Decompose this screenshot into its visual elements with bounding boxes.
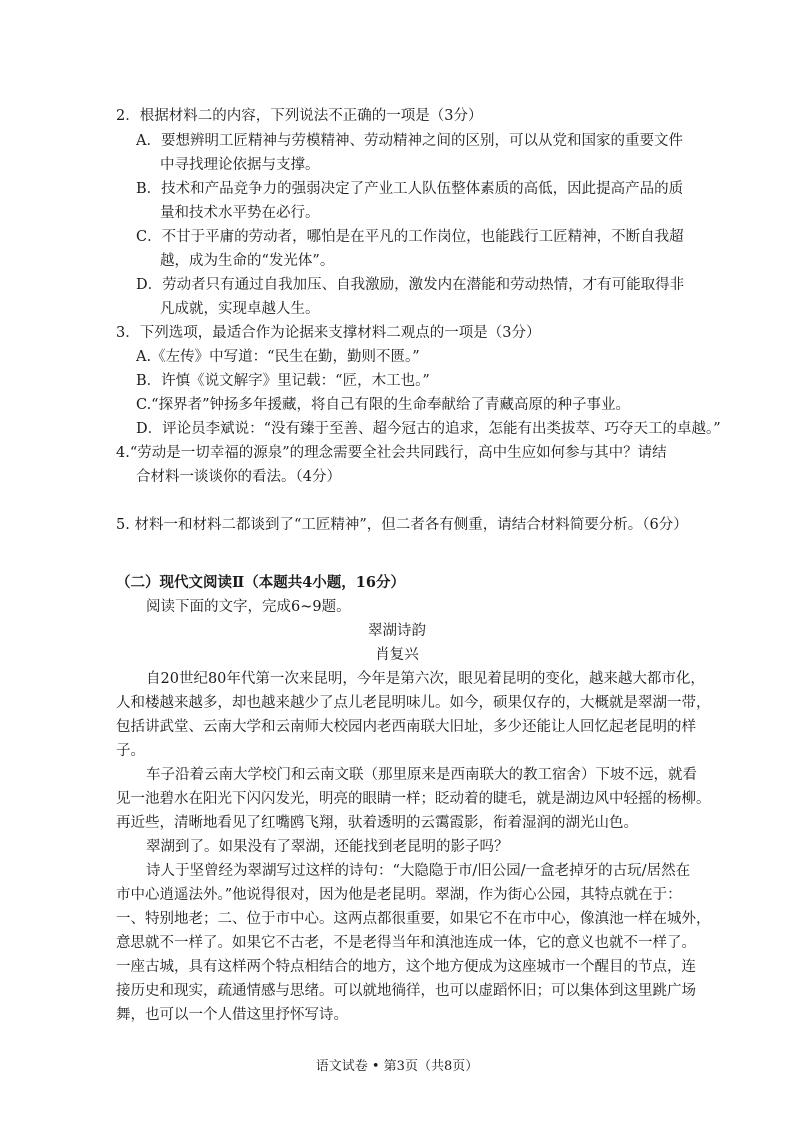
passage-line: 接历史和现实，疏通情感与思绪。可以就地徜徉，也可以虚蹈怀旧；可以集体到这里跳广场 bbox=[116, 983, 696, 999]
question-2-option-c: C．不甘于平庸的劳动者，哪怕是在平凡的工作岗位，也能践行工匠精神，不断自我超 bbox=[136, 229, 684, 245]
question-3-option-b: B．许慎《说文解字》里记载：“匠，木工也。” bbox=[136, 373, 430, 389]
passage-line: 自20世纪80年代第一次来昆明，今年是第六次，眼见着昆明的变化，越来越大都市化， bbox=[146, 671, 705, 687]
passage-line: 一座古城，具有这样两个特点相结合的地方，这个地方便成为这座城市一个醒目的节点，连 bbox=[116, 959, 696, 975]
article-title: 翠湖诗韵 bbox=[368, 623, 426, 639]
passage-line: 市中心逍遥法外。”他说得很对，因为他是老昆明。翠湖，作为街心公园，其特点就在于： bbox=[116, 887, 682, 903]
passage-line: 子。 bbox=[116, 743, 145, 759]
question-2-option-d-cont: 凡成就，实现卓越人生。 bbox=[160, 301, 320, 317]
passage-line: 见一池碧水在阳光下闪闪发光，明亮的眼睛一样；眨动着的睫毛，就是湖边风中轻摇的杨柳。 bbox=[116, 791, 711, 807]
question-2-option-b-cont: 量和技术水平势在必行。 bbox=[160, 205, 320, 221]
passage-line: 车子沿着云南大学校门和云南文联（那里原来是西南联大的教工宿舍）下坡不远，就看 bbox=[146, 767, 697, 783]
section-instruction: 阅读下面的文字，完成6~9题。 bbox=[146, 599, 351, 615]
section-header: （二）现代文阅读Ⅱ（本题共4小题，16分） bbox=[116, 574, 405, 591]
question-2-option-a: A．要想辨明工匠精神与劳模精神、劳动精神之间的区别，可以从党和国家的重要文件 bbox=[136, 133, 683, 149]
question-4-line-2: 合材料一谈谈你的看法。（4分） bbox=[136, 469, 341, 485]
passage-line: 人和楼越来越多，却也越来越少了点儿老昆明味儿。如今，硕果仅存的，大概就是翠湖一带， bbox=[116, 695, 711, 711]
question-2-option-a-cont: 中寻找理论依据与支撑。 bbox=[160, 157, 320, 173]
question-5: 5. 材料一和材料二都谈到了“工匠精神”，但二者各有侧重，请结合材料简要分析。（6分） bbox=[116, 517, 688, 533]
question-4-line-1: 4.“劳动是一切幸福的源泉”的理念需要全社会共同践行，高中生应如何参与其中？请结 bbox=[116, 445, 667, 461]
question-2-stem: 2．根据材料二的内容，下列说法不正确的一项是（3分） bbox=[116, 108, 483, 124]
question-3-option-d: D．评论员李斌说：“没有臻于至善、超今冠古的追求，怎能有出类拔萃、巧夺天工的卓越。” bbox=[136, 421, 721, 437]
passage-line: 意思就不一样了。如果它不古老，不是老得当年和滇池连成一体，它的意义也就不一样了。 bbox=[116, 935, 696, 951]
question-2-option-b: B．技术和产品竞争力的强弱决定了产业工人队伍整体素质的高低，因此提高产品的质 bbox=[136, 181, 684, 197]
question-3-stem: 3．下列选项，最适合作为论据来支撑材料二观点的一项是（3分） bbox=[116, 325, 541, 341]
passage-line: 再近些，清晰地看见了红嘴鸥飞翔，驮着透明的云霭霞影，衔着湿润的湖光山色。 bbox=[116, 815, 638, 831]
question-3-option-c: C.“探界者”钟扬多年援藏，将自己有限的生命奉献给了青藏高原的种子事业。 bbox=[136, 397, 631, 413]
question-3-option-a: A.《左传》中写道：“民生在勤，勤则不匮。” bbox=[136, 349, 420, 365]
passage-line: 包括讲武堂、云南大学和云南师大校园内老西南联大旧址，多少还能让人回忆起老昆明的样 bbox=[116, 719, 696, 735]
question-2-option-d: D．劳动者只有通过自我加压、自我激励，激发内在潜能和劳动热情，才有可能取得非 bbox=[136, 277, 685, 293]
article-author: 肖复兴 bbox=[375, 647, 419, 663]
question-2-option-c-cont: 越，成为生命的“发光体”。 bbox=[160, 253, 335, 269]
passage-line: 翠湖到了。如果没有了翠湖，还能找到老昆明的影子吗？ bbox=[146, 839, 509, 855]
passage-line: 舞，也可以一个人借这里抒怀写诗。 bbox=[116, 1007, 348, 1023]
page-footer: 语文试卷 • 第3页（共8页） bbox=[315, 1059, 479, 1074]
passage-line: 诗人于坚曾经为翠湖写过这样的诗句：“大隐隐于市/旧公园/一盒老掉牙的古玩/居然在 bbox=[146, 863, 691, 879]
passage-line: 一、特别地老；二、位于市中心。这两点都很重要，如果它不在市中心，像滇池一样在城外， bbox=[116, 911, 711, 927]
